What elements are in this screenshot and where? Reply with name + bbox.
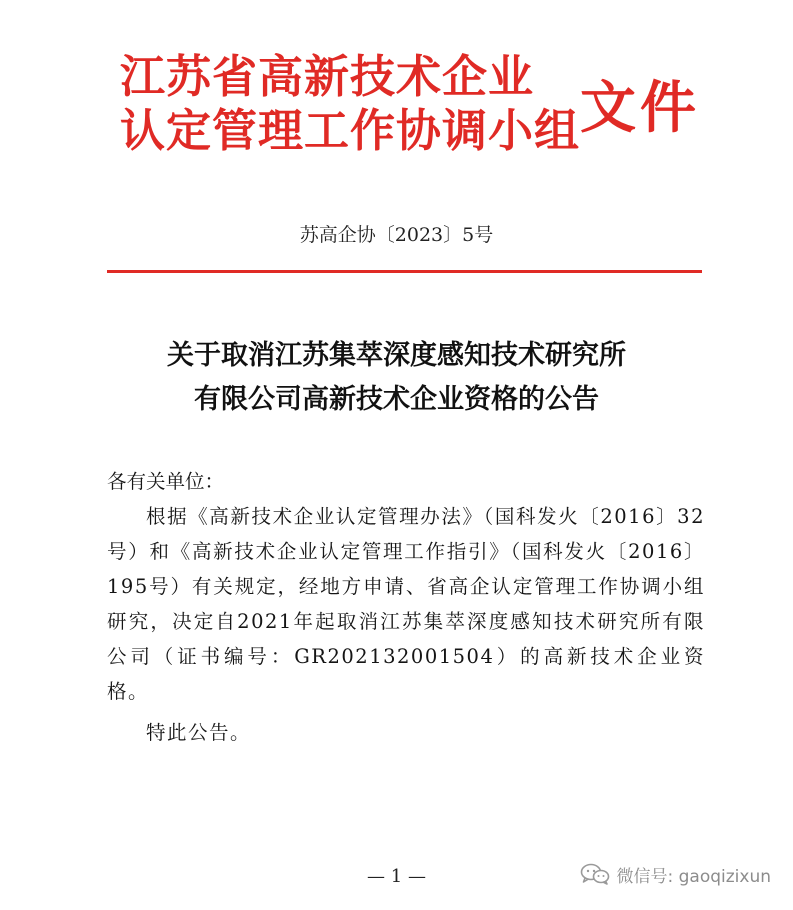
body-paragraph: 根据《高新技术企业认定管理办法》（国科发火〔2016〕32号）和《高新技术企业认定管理工作指引》（国科发火〔2016〕195号）有关规定，经地方申请、省高企认定管理工作协调小组研究，决定自2021年起取消江苏集萃深度感知技术研究所有限公司（证书编号：GR202132001504）的高新技术企业资格。 <box>107 505 705 703</box>
wechat-icon <box>580 863 610 885</box>
closing-line: 特此公告。 <box>146 721 252 744</box>
page-number: — 1 — <box>367 866 426 887</box>
document-number: 苏高企协〔2023〕5号 <box>299 224 494 246</box>
document-type-label: 文件 <box>580 75 700 141</box>
document-title <box>0 334 793 422</box>
wechat-watermark <box>580 860 771 888</box>
red-header <box>120 50 700 167</box>
issuing-org-line-2: 认定管理工作协调小组 <box>120 104 581 157</box>
red-divider <box>107 270 702 273</box>
issuing-org-line-1: 江苏省高新技术企业 <box>120 50 535 103</box>
document-body <box>107 464 705 750</box>
salutation: 各有关单位： <box>107 470 225 493</box>
watermark-text: 微信号: gaoqizixun <box>616 866 771 887</box>
title-line-1: 关于取消江苏集萃深度感知技术研究所 <box>167 340 626 371</box>
title-line-2: 有限公司高新技术企业资格的公告 <box>194 384 599 415</box>
